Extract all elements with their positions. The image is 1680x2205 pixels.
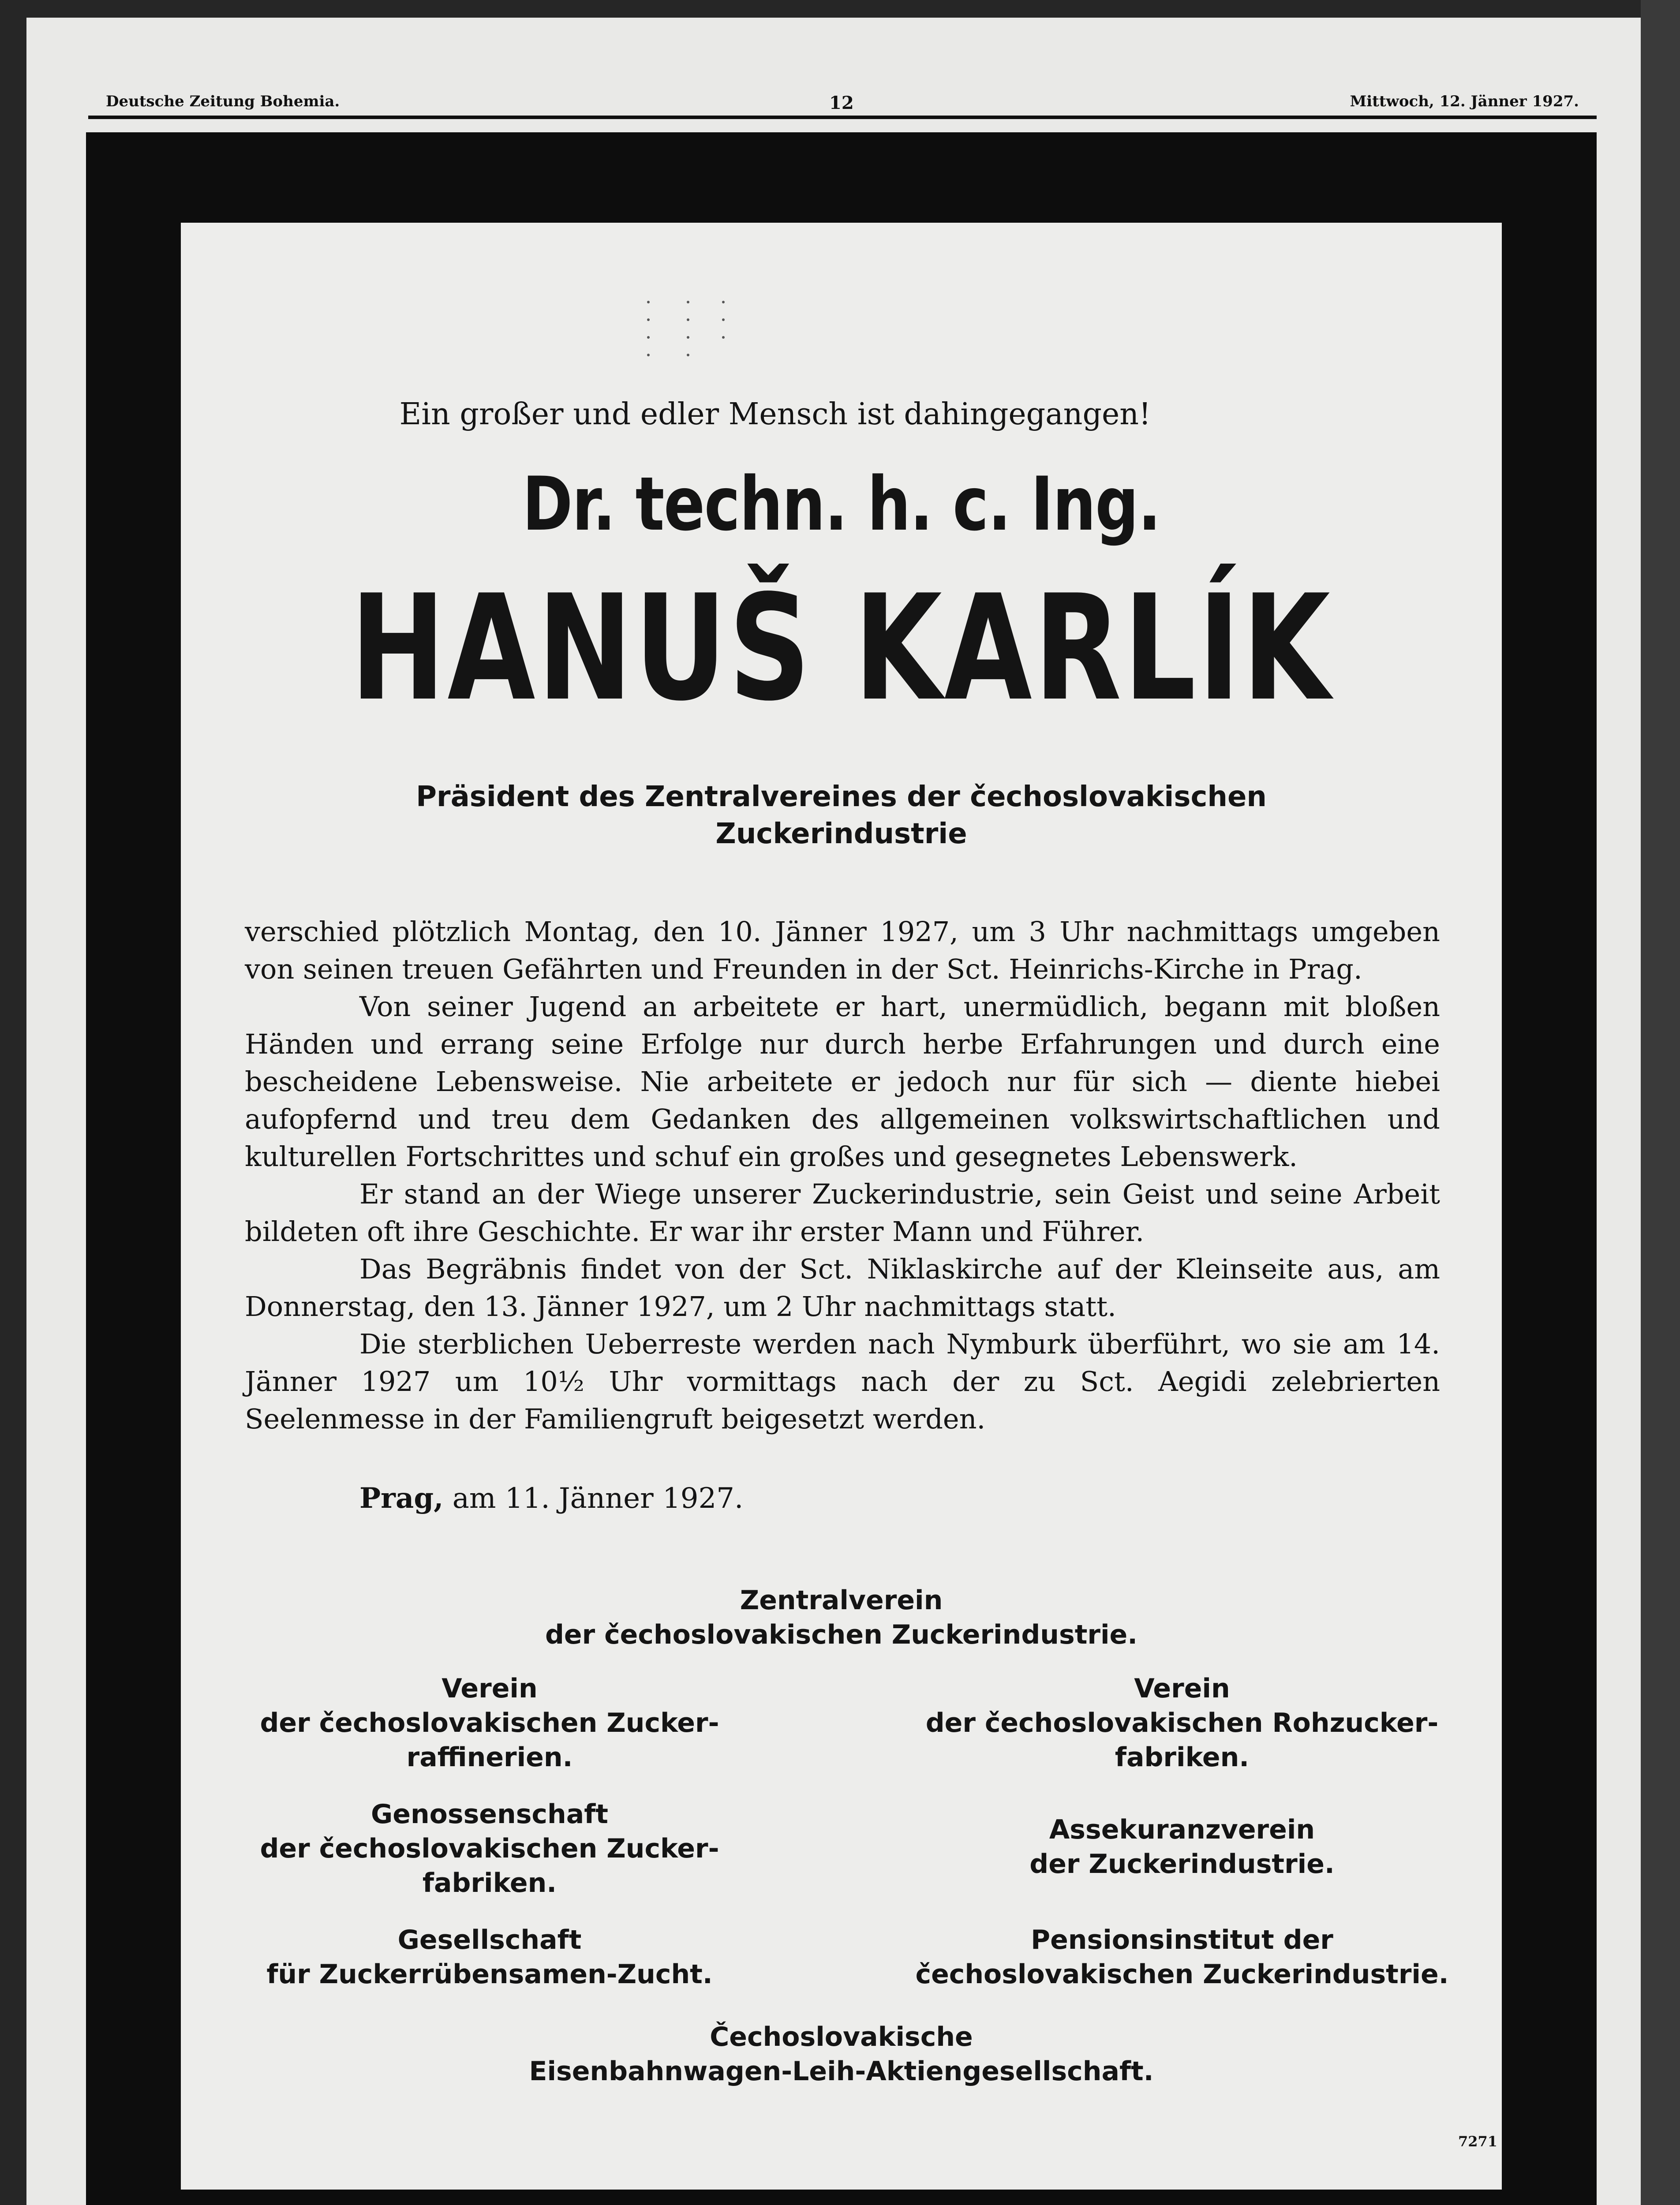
signer-insurance-association: Assekuranzverein der Zuckerindustrie.: [1029, 1814, 1335, 1880]
signer-railcar-company: Čechoslovakische Eisenbahnwagen-Leih-Aktiengesellschaft.: [529, 2022, 1154, 2087]
paragraph: verschied plötzlich Montag, den 10. Jänner 1927, um 3 Uhr nachmittags umgeben von seinen treuen Gefährten und Freunden in der Sct. Heinrichs-Kirche in Prag.: [245, 916, 1440, 985]
dateline: [359, 1482, 743, 1515]
issue-date: Mittwoch, 12. Jänner 1927.: [1350, 93, 1579, 110]
signer-refineries-association: Verein der čechoslovakischen Zucker- raffinerien.: [260, 1673, 719, 1773]
paragraph: Die sterblichen Ueberreste werden nach Nymburk überführt, wo sie am 14. Jänner 1927 um 10½ Uhr vormittags nach der zu Sct. Aegidi zelebrierten Seelenmesse in der Familiengruft beigesetzt werden.: [245, 1328, 1440, 1435]
paragraph: Das Begräbnis findet von der Sct. Niklaskirche auf der Kleinseite aus, am Donnerstag, den 13. Jänner 1927, um 2 Uhr nachmittags statt.: [245, 1253, 1440, 1323]
deceased-position: [181, 778, 1502, 852]
academic-title: Dr. techn. h. c. Ing.: [522, 461, 1160, 547]
running-head: [88, 93, 1597, 119]
signer-central-association: Zentralverein der čechoslovakischen Zuckerindustrie.: [545, 1585, 1138, 1650]
page-number: 12: [829, 93, 854, 113]
ad-reference-number: 7271: [1458, 2133, 1497, 2150]
signer-cooperative: Genossenschaft der čechoslovakischen Zucker- fabriken.: [260, 1799, 719, 1899]
newspaper-name: Deutsche Zeitung Bohemia.: [106, 93, 340, 110]
printing-speckles: [635, 293, 767, 381]
lead-sentence: Ein großer und edler Mensch ist dahingegangen!: [399, 397, 1151, 432]
signer-pension-institute: Pensionsinstitut der čechoslovakischen Zuckerindustrie.: [915, 1925, 1449, 1990]
paragraph: Er stand an der Wiege unserer Zuckerindustrie, sein Geist und seine Arbeit bildeten oft ihre Geschichte. Er war ihr erster Mann und Führer.: [245, 1178, 1440, 1248]
dateline-place: Prag,: [359, 1482, 444, 1515]
obituary-notice: [181, 223, 1502, 2190]
notice-body: [245, 913, 1440, 1438]
position-line-1: Präsident des Zentralvereines der čechoslovakischen: [416, 781, 1267, 813]
signer-seed-society: Gesellschaft für Zuckerrübensamen-Zucht.: [266, 1925, 713, 1990]
paragraph: Von seiner Jugend an arbeitete er hart, unermüdlich, begann mit bloßen Händen und errang seine Erfolge nur durch herbe Erfahrungen und durch eine bescheidene Lebensweise. Nie arbeitete er jedoch nur für sich — diente hiebei aufopfernd und treu dem Gedanken des allgemeinen volkswirtschaftlichen und kulturellen Fortschrittes und schuf ein großes und gesegnetes Lebenswerk.: [245, 990, 1440, 1173]
position-line-2: Zuckerindustrie: [715, 818, 967, 850]
signer-raw-sugar-association: Verein der čechoslovakischen Rohzucker- fabriken.: [925, 1673, 1439, 1773]
header-rule: [88, 116, 1597, 119]
deceased-name: HANUŠ KARLÍK: [350, 564, 1332, 733]
dateline-date: am 11. Jänner 1927.: [452, 1482, 744, 1515]
adjacent-page-edge: [1641, 0, 1680, 2205]
